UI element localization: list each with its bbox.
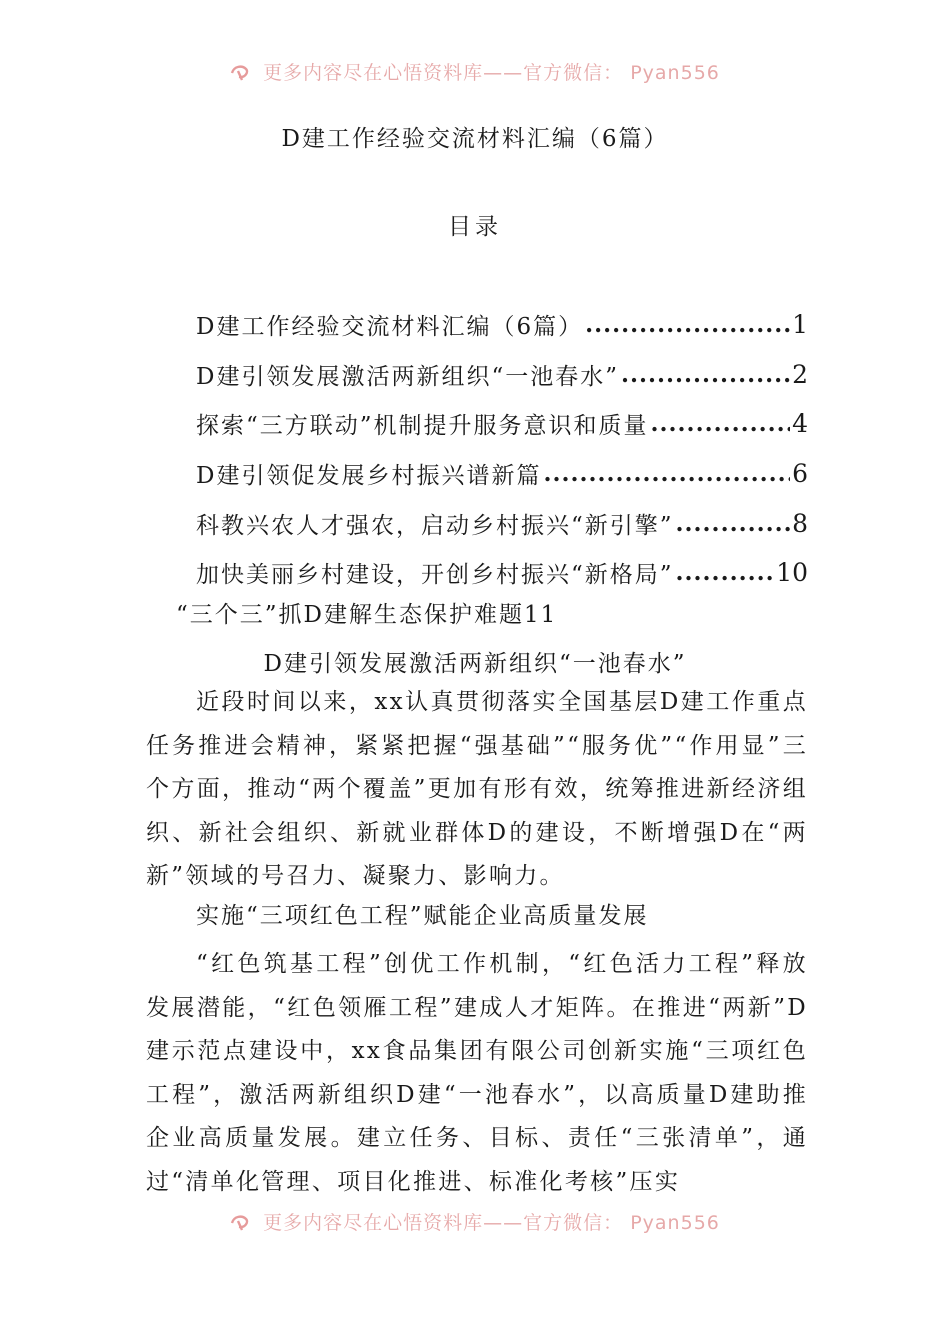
- watermark-logo-icon: [230, 64, 252, 82]
- toc-leader-dots: [585, 311, 790, 338]
- toc-entry[interactable]: [196, 399, 808, 449]
- toc-entry-title: D建引领促发展乡村振兴谱新篇: [196, 463, 542, 490]
- toc-leader-dots: [676, 559, 775, 586]
- toc-heading: 目录: [448, 214, 502, 240]
- body-paragraph: 近段时间以来，xx认真贯彻落实全国基层D建工作重点任务推进会精神，紧紧把握“强基础”“服务优”“作用显”三个方面，推动“两个覆盖”更加有形有效，统筹推进新经济组织、新社会组织、新就业群体D的建设，不断增强D在“两新”领域的号召力、凝聚力、影响力。: [146, 689, 808, 890]
- toc-entry-last[interactable]: “三个三”抓D建解生态保护难题11: [176, 602, 558, 628]
- document-title: D建工作经验交流材料汇编（6篇）: [281, 126, 669, 152]
- toc-entry-page: 6: [792, 459, 808, 489]
- toc-entry-title: 科教兴农人才强农，启动乡村振兴“新引擎”: [196, 512, 674, 539]
- toc-entry[interactable]: [196, 350, 808, 400]
- watermark-top: [0, 58, 950, 85]
- toc-entry-page: 2: [792, 359, 808, 389]
- toc-entry-page: 10: [776, 558, 808, 588]
- toc-entry-title: D建工作经验交流材料汇编（6篇）: [196, 314, 584, 341]
- toc-entry-page: 8: [792, 508, 808, 538]
- toc-entry-title: D建引领发展激活两新组织“一池春水”: [196, 363, 619, 390]
- toc-entry[interactable]: [196, 498, 808, 548]
- toc-entry[interactable]: [196, 449, 808, 499]
- toc-entry-page: 4: [792, 409, 808, 439]
- toc-leader-dots: [621, 361, 790, 388]
- subheading: 实施“三项红色工程”赋能企业高质量发展: [196, 903, 649, 929]
- watermark-logo-icon: [230, 1214, 252, 1232]
- watermark-text: 更多内容尽在心悟资料库——官方微信： Pyan556: [263, 1212, 720, 1234]
- watermark-text: 更多内容尽在心悟资料库——官方微信： Pyan556: [263, 62, 720, 84]
- section-title: D建引领发展激活两新组织“一池春水”: [263, 651, 687, 677]
- toc-leader-dots: [543, 460, 790, 487]
- toc-entry-page: 1: [792, 310, 808, 340]
- toc-leader-dots: [676, 510, 791, 537]
- table-of-contents: [196, 300, 808, 598]
- toc-entry[interactable]: [196, 300, 808, 350]
- toc-entry[interactable]: [196, 548, 808, 598]
- body-paragraph: “红色筑基工程”创优工作机制，“红色活力工程”释放发展潜能，“红色领雁工程”建成人才矩阵。在推进“两新”D建示范点建设中，xx食品集团有限公司创新实施“三项红色工程”，激活两新组织D建“一池春水”，以高质量D建助推企业高质量发展。建立任务、目标、责任“三张清单”，通过“清单化管理、项目化推进、标准化考核”压实: [146, 951, 808, 1195]
- toc-leader-dots: [651, 410, 791, 437]
- toc-entry-title: 加快美丽乡村建设，开创乡村振兴“新格局”: [196, 562, 674, 589]
- toc-entry-title: 探索“三方联动”机制提升服务意识和质量: [196, 413, 649, 440]
- watermark-bottom: [0, 1208, 950, 1235]
